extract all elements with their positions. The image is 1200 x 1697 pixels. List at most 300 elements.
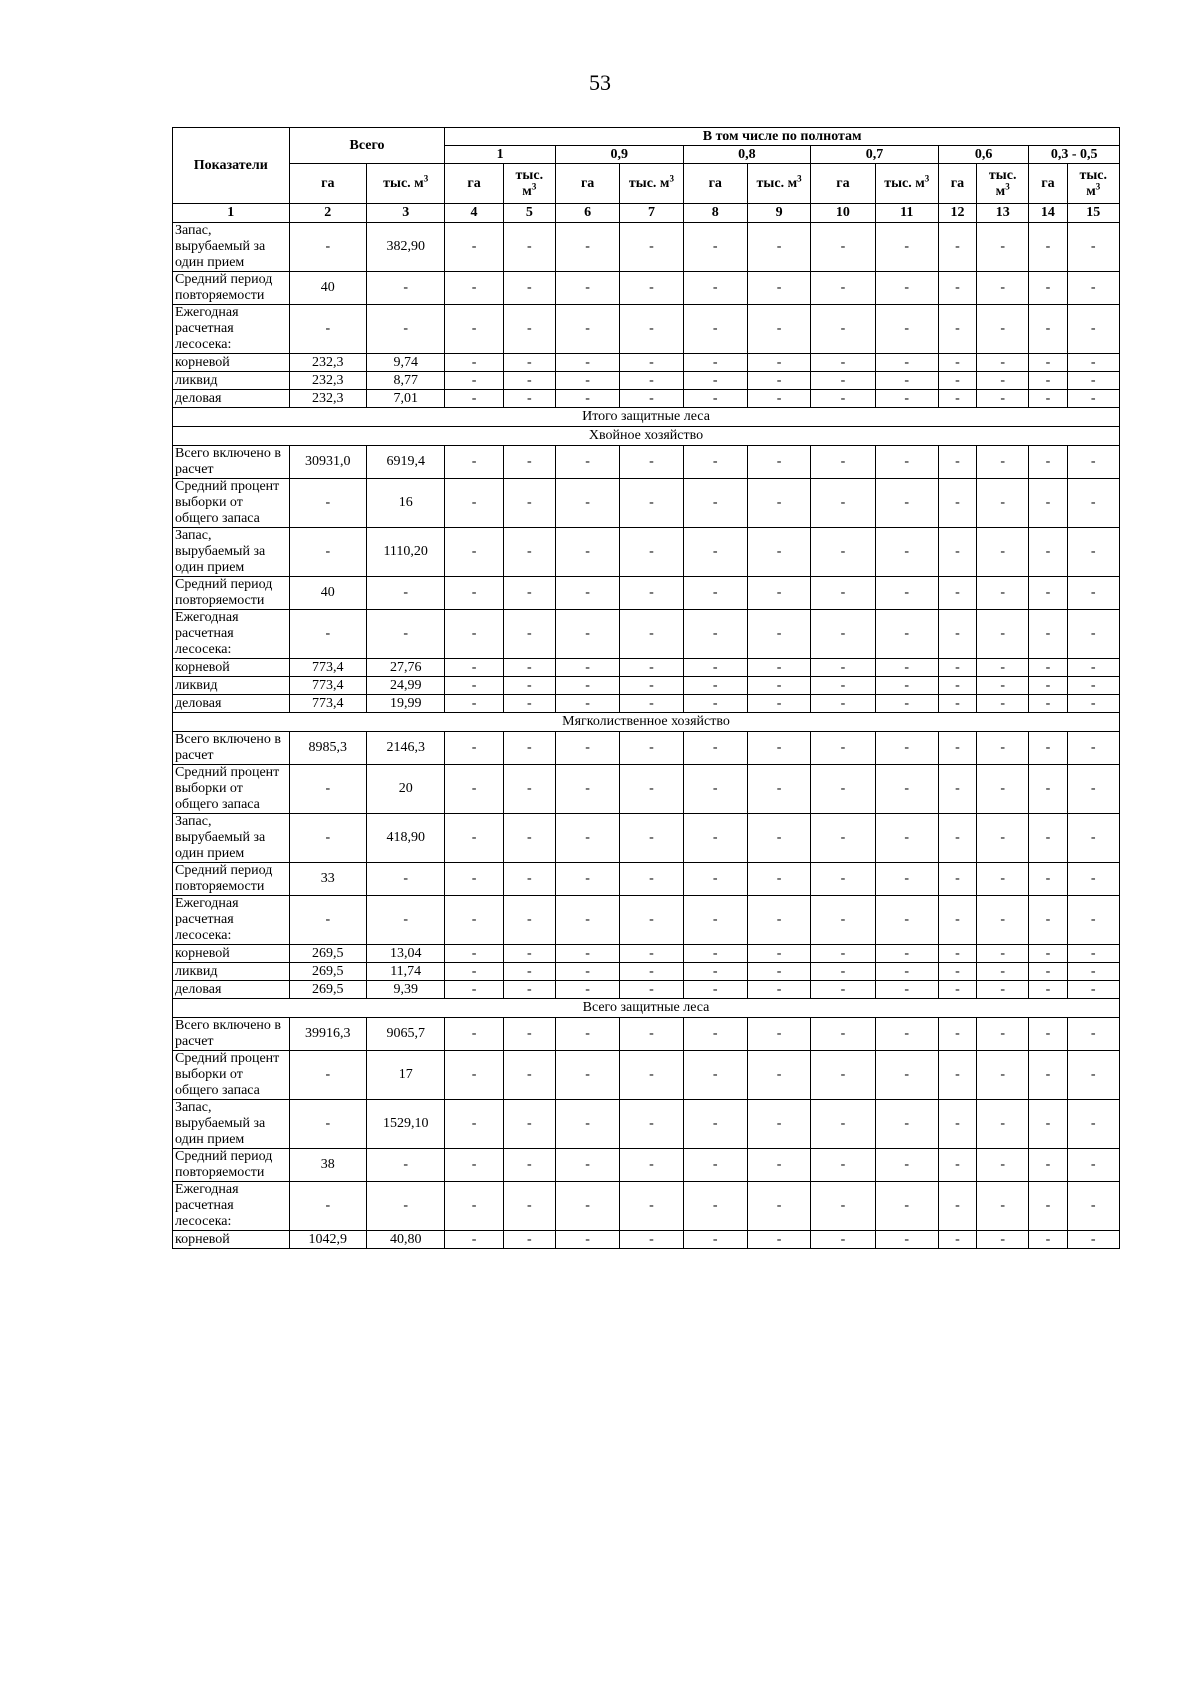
section-title: Итого защитные леса: [173, 408, 1120, 427]
unit-thousand: тыс.: [515, 167, 544, 183]
cell-density-value: -: [445, 528, 503, 577]
cell-density-value: -: [445, 372, 503, 390]
cell-total-ha: -: [289, 765, 366, 814]
cell-density-value: -: [747, 1018, 810, 1051]
cell-density-value: -: [1067, 677, 1119, 695]
cell-density-value: -: [747, 695, 810, 713]
cell-total-m3: -: [366, 896, 444, 945]
cell-density-value: -: [977, 945, 1029, 963]
row-label: деловая: [173, 981, 290, 999]
cell-density-value: -: [977, 272, 1029, 305]
cell-density-value: -: [555, 814, 619, 863]
cell-density-value: -: [747, 765, 810, 814]
cell-density-value: -: [555, 305, 619, 354]
cell-density-value: -: [683, 695, 747, 713]
unit-superscript: 3: [1095, 180, 1101, 191]
cell-density-value: -: [747, 1182, 810, 1231]
cell-total-m3: -: [366, 610, 444, 659]
cell-density-value: -: [503, 963, 555, 981]
cell-density-value: -: [875, 223, 938, 272]
table-row: [173, 814, 1120, 863]
cell-total-ha: -: [289, 479, 366, 528]
cell-density-value: -: [555, 223, 619, 272]
cell-total-m3: 20: [366, 765, 444, 814]
cell-density-value: -: [503, 610, 555, 659]
cell-density-value: -: [683, 223, 747, 272]
cell-density-value: -: [811, 1018, 875, 1051]
row-label: Ежегодная расчетная лесосека:: [173, 610, 290, 659]
cell-density-value: -: [620, 305, 683, 354]
table-row: [173, 390, 1120, 408]
cell-density-value: -: [977, 305, 1029, 354]
cell-density-value: -: [1067, 814, 1119, 863]
cell-total-m3: 13,04: [366, 945, 444, 963]
cell-density-value: -: [683, 863, 747, 896]
unit-thousand-m3: [1067, 164, 1119, 204]
cell-density-value: -: [620, 765, 683, 814]
cell-density-value: -: [503, 1018, 555, 1051]
table-row: [173, 863, 1120, 896]
cell-total-ha: -: [289, 223, 366, 272]
cell-total-m3: 9,74: [366, 354, 444, 372]
cell-total-ha: -: [289, 305, 366, 354]
cell-total-ha: -: [289, 1182, 366, 1231]
cell-density-value: -: [555, 390, 619, 408]
section-title: Мягколиственное хозяйство: [173, 713, 1120, 732]
cell-density-value: -: [811, 479, 875, 528]
cell-density-value: -: [445, 659, 503, 677]
cell-density-value: -: [445, 223, 503, 272]
cell-density-value: -: [747, 981, 810, 999]
cell-density-value: -: [620, 372, 683, 390]
cell-density-value: -: [875, 863, 938, 896]
column-number-1: 1: [173, 204, 290, 223]
row-label: Средний процент выборки от общего запаса: [173, 1051, 290, 1100]
cell-density-value: -: [747, 677, 810, 695]
cell-density-value: -: [1067, 863, 1119, 896]
table-row: [173, 1182, 1120, 1231]
cell-density-value: -: [875, 814, 938, 863]
cell-density-value: -: [977, 963, 1029, 981]
cell-density-value: -: [620, 1149, 683, 1182]
cell-density-value: -: [620, 390, 683, 408]
cell-total-ha: -: [289, 610, 366, 659]
cell-density-value: -: [503, 677, 555, 695]
cell-density-value: -: [503, 390, 555, 408]
cell-density-value: -: [683, 272, 747, 305]
cell-density-value: -: [811, 390, 875, 408]
cell-density-value: -: [811, 659, 875, 677]
row-label: Всего включено в расчет: [173, 1018, 290, 1051]
cell-density-value: -: [1067, 765, 1119, 814]
cell-density-value: -: [938, 305, 976, 354]
cell-density-value: -: [445, 896, 503, 945]
column-number-11: 11: [875, 204, 938, 223]
unit-ha: га: [683, 164, 747, 204]
cell-density-value: -: [445, 963, 503, 981]
cell-total-m3: 19,99: [366, 695, 444, 713]
cell-density-value: -: [811, 1100, 875, 1149]
cell-total-ha: -: [289, 1100, 366, 1149]
cell-density-value: -: [555, 981, 619, 999]
column-number-8: 8: [683, 204, 747, 223]
cell-density-value: -: [977, 610, 1029, 659]
cell-density-value: -: [1067, 659, 1119, 677]
row-label: ликвид: [173, 963, 290, 981]
cell-density-value: -: [620, 1182, 683, 1231]
cell-density-value: -: [875, 896, 938, 945]
cell-total-m3: 382,90: [366, 223, 444, 272]
section-row: [173, 713, 1120, 732]
cell-density-value: -: [977, 390, 1029, 408]
table-row: [173, 272, 1120, 305]
cell-density-value: -: [811, 695, 875, 713]
cell-density-value: -: [1029, 863, 1067, 896]
unit-thousand-m3: [503, 164, 555, 204]
cell-density-value: -: [503, 372, 555, 390]
cell-density-value: -: [1029, 732, 1067, 765]
cell-density-value: -: [683, 446, 747, 479]
cell-density-value: -: [620, 814, 683, 863]
cell-density-value: -: [875, 446, 938, 479]
cell-density-value: -: [503, 223, 555, 272]
cell-density-value: -: [503, 1231, 555, 1249]
cell-density-value: -: [503, 732, 555, 765]
cell-density-value: -: [875, 528, 938, 577]
cell-density-value: -: [620, 677, 683, 695]
unit-ha: га: [445, 164, 503, 204]
cell-density-value: -: [1029, 1051, 1067, 1100]
cell-density-value: -: [938, 945, 976, 963]
cell-density-value: -: [938, 1051, 976, 1100]
row-label: Запас, вырубаемый за один прием: [173, 814, 290, 863]
cell-density-value: -: [683, 1231, 747, 1249]
cell-density-value: -: [503, 1149, 555, 1182]
cell-density-value: -: [503, 981, 555, 999]
cell-density-value: -: [938, 446, 976, 479]
cell-density-value: -: [445, 765, 503, 814]
cell-density-value: -: [747, 1149, 810, 1182]
row-label: Запас, вырубаемый за один прием: [173, 528, 290, 577]
cell-density-value: -: [620, 354, 683, 372]
cell-density-value: -: [445, 732, 503, 765]
cell-density-value: -: [620, 863, 683, 896]
column-number-5: 5: [503, 204, 555, 223]
cell-density-value: -: [811, 610, 875, 659]
cell-total-ha: -: [289, 896, 366, 945]
cell-total-m3: -: [366, 305, 444, 354]
cell-density-value: -: [445, 1149, 503, 1182]
cell-density-value: -: [811, 528, 875, 577]
cell-density-value: -: [875, 963, 938, 981]
cell-density-value: -: [445, 577, 503, 610]
cell-density-value: -: [1029, 1018, 1067, 1051]
cell-density-value: -: [620, 945, 683, 963]
cell-total-m3: 418,90: [366, 814, 444, 863]
cell-density-value: -: [875, 272, 938, 305]
cell-density-value: -: [620, 610, 683, 659]
column-number-12: 12: [938, 204, 976, 223]
section-title: Хвойное хозяйство: [173, 427, 1120, 446]
cell-density-value: -: [445, 945, 503, 963]
cell-density-value: -: [875, 1149, 938, 1182]
cell-density-value: -: [811, 354, 875, 372]
cell-density-value: -: [977, 577, 1029, 610]
cell-density-value: -: [811, 305, 875, 354]
column-number-15: 15: [1067, 204, 1119, 223]
cell-density-value: -: [938, 1100, 976, 1149]
cell-density-value: -: [445, 446, 503, 479]
row-label: Средний период повторяемости: [173, 577, 290, 610]
cell-density-value: -: [938, 765, 976, 814]
cell-total-ha: 232,3: [289, 390, 366, 408]
table-row: [173, 354, 1120, 372]
cell-density-value: -: [620, 732, 683, 765]
cell-density-value: -: [1029, 372, 1067, 390]
cell-total-ha: 40: [289, 577, 366, 610]
unit-m: м: [1086, 183, 1096, 199]
unit-superscript: 3: [669, 172, 674, 183]
cell-density-value: -: [555, 765, 619, 814]
cell-density-value: -: [445, 354, 503, 372]
column-number-14: 14: [1029, 204, 1067, 223]
cell-density-value: -: [977, 863, 1029, 896]
row-label: Всего включено в расчет: [173, 446, 290, 479]
cell-density-value: -: [503, 479, 555, 528]
cell-density-value: -: [811, 1182, 875, 1231]
cell-density-value: -: [977, 1018, 1029, 1051]
cell-density-value: -: [1029, 695, 1067, 713]
cell-density-value: -: [977, 1149, 1029, 1182]
row-label: Средний процент выборки от общего запаса: [173, 765, 290, 814]
cell-density-value: -: [875, 1231, 938, 1249]
cell-density-value: -: [683, 732, 747, 765]
unit-thousand-m3: тыс. $м^3$: [747, 164, 810, 204]
cell-density-value: -: [445, 695, 503, 713]
row-label: деловая: [173, 390, 290, 408]
cell-total-m3: 24,99: [366, 677, 444, 695]
row-label: Ежегодная расчетная лесосека:: [173, 305, 290, 354]
cell-density-value: -: [938, 223, 976, 272]
cell-density-value: -: [503, 814, 555, 863]
cell-density-value: -: [683, 390, 747, 408]
cell-density-value: -: [683, 981, 747, 999]
cell-density-value: -: [938, 981, 976, 999]
cell-density-value: -: [620, 1018, 683, 1051]
cell-density-value: -: [555, 446, 619, 479]
cell-density-value: -: [977, 1051, 1029, 1100]
table-row: [173, 765, 1120, 814]
cell-density-value: -: [1067, 1018, 1119, 1051]
cell-density-value: -: [1067, 1182, 1119, 1231]
cell-density-value: -: [977, 765, 1029, 814]
row-label: Средний процент выборки от общего запаса: [173, 479, 290, 528]
cell-density-value: -: [445, 981, 503, 999]
cell-density-value: -: [1067, 446, 1119, 479]
cell-density-value: -: [938, 354, 976, 372]
cell-density-value: -: [1029, 814, 1067, 863]
cell-density-value: -: [503, 765, 555, 814]
cell-density-value: -: [977, 1100, 1029, 1149]
cell-density-value: -: [555, 354, 619, 372]
cell-density-value: -: [875, 390, 938, 408]
cell-density-value: -: [1029, 354, 1067, 372]
cell-density-value: -: [747, 1231, 810, 1249]
cell-density-value: -: [555, 1231, 619, 1249]
cell-density-value: -: [620, 1231, 683, 1249]
row-label: Запас, вырубаемый за один прием: [173, 223, 290, 272]
cell-density-value: -: [1067, 272, 1119, 305]
cell-density-value: -: [811, 963, 875, 981]
cell-total-ha: 33: [289, 863, 366, 896]
cell-density-value: -: [1029, 677, 1067, 695]
cell-density-value: -: [445, 479, 503, 528]
cell-density-value: -: [875, 732, 938, 765]
cell-density-value: -: [747, 863, 810, 896]
cell-density-value: -: [1067, 223, 1119, 272]
cell-density-value: -: [875, 372, 938, 390]
cell-density-value: -: [555, 732, 619, 765]
cell-density-value: -: [938, 677, 976, 695]
cell-density-value: -: [875, 1051, 938, 1100]
column-number-9: 9: [747, 204, 810, 223]
cell-density-value: -: [620, 1100, 683, 1149]
unit-ha: га: [811, 164, 875, 204]
page-number: 53: [589, 70, 611, 95]
cell-density-value: -: [555, 1182, 619, 1231]
cell-density-value: -: [1067, 577, 1119, 610]
cell-density-value: -: [938, 863, 976, 896]
cell-density-value: -: [938, 732, 976, 765]
row-label: Запас, вырубаемый за один прием: [173, 1100, 290, 1149]
cell-density-value: -: [875, 1100, 938, 1149]
cell-density-value: -: [747, 305, 810, 354]
cell-density-value: -: [620, 223, 683, 272]
cell-density-value: -: [811, 223, 875, 272]
table-row: [173, 677, 1120, 695]
cell-density-value: -: [747, 390, 810, 408]
cell-density-value: -: [555, 1149, 619, 1182]
column-number-10: 10: [811, 204, 875, 223]
cell-density-value: -: [445, 305, 503, 354]
row-label: деловая: [173, 695, 290, 713]
cell-density-value: -: [1029, 963, 1067, 981]
cell-density-value: -: [445, 863, 503, 896]
cell-density-value: -: [1067, 372, 1119, 390]
cell-density-value: -: [747, 610, 810, 659]
cell-density-value: -: [938, 577, 976, 610]
density-header-4: 0,6: [938, 146, 1028, 164]
cell-density-value: -: [620, 479, 683, 528]
cell-density-value: -: [683, 677, 747, 695]
table-row: [173, 305, 1120, 354]
cell-density-value: -: [555, 695, 619, 713]
unit-thousand-m3: тыс. $м^3$: [875, 164, 938, 204]
cell-density-value: -: [503, 1100, 555, 1149]
cell-density-value: -: [620, 528, 683, 577]
cell-density-value: -: [747, 528, 810, 577]
cell-total-ha: 269,5: [289, 945, 366, 963]
table-row: [173, 610, 1120, 659]
unit-thousand-m3: тыс. $м^3$: [366, 164, 444, 204]
cell-density-value: -: [747, 963, 810, 981]
cell-total-ha: 773,4: [289, 659, 366, 677]
cell-density-value: -: [503, 1182, 555, 1231]
cell-density-value: -: [875, 354, 938, 372]
cell-total-ha: 1042,9: [289, 1231, 366, 1249]
cell-density-value: -: [620, 272, 683, 305]
unit-ha: га: [938, 164, 976, 204]
section-row: [173, 427, 1120, 446]
unit-superscript: 3: [531, 180, 537, 191]
cell-density-value: -: [503, 1051, 555, 1100]
cell-density-value: -: [503, 577, 555, 610]
cell-density-value: -: [620, 577, 683, 610]
section-row: [173, 999, 1120, 1018]
cell-density-value: -: [1029, 896, 1067, 945]
cell-density-value: -: [938, 1018, 976, 1051]
cell-density-value: -: [811, 981, 875, 999]
cell-density-value: -: [875, 695, 938, 713]
cell-density-value: -: [938, 528, 976, 577]
column-number-4: 4: [445, 204, 503, 223]
cell-density-value: -: [1067, 390, 1119, 408]
cell-density-value: -: [747, 272, 810, 305]
cell-density-value: -: [747, 896, 810, 945]
density-header-0: 1: [445, 146, 556, 164]
cell-density-value: -: [1067, 305, 1119, 354]
cell-density-value: -: [683, 896, 747, 945]
cell-density-value: -: [683, 1100, 747, 1149]
table-row: [173, 372, 1120, 390]
cell-total-ha: 773,4: [289, 695, 366, 713]
cell-total-ha: 40: [289, 272, 366, 305]
cell-density-value: -: [811, 1231, 875, 1249]
cell-total-ha: 8985,3: [289, 732, 366, 765]
cell-total-m3: 9065,7: [366, 1018, 444, 1051]
table-row: [173, 1231, 1120, 1249]
cell-density-value: -: [938, 272, 976, 305]
cell-density-value: -: [811, 732, 875, 765]
cell-density-value: -: [1067, 1149, 1119, 1182]
table-row: [173, 963, 1120, 981]
table-row: [173, 945, 1120, 963]
cell-density-value: -: [875, 305, 938, 354]
cell-total-m3: -: [366, 1182, 444, 1231]
cell-density-value: -: [977, 223, 1029, 272]
cell-density-value: -: [977, 372, 1029, 390]
cell-density-value: -: [445, 390, 503, 408]
unit-thousand-m3: тыс. $м^3$: [620, 164, 683, 204]
cell-total-m3: 1110,20: [366, 528, 444, 577]
cell-density-value: -: [503, 272, 555, 305]
unit-ha: га: [1029, 164, 1067, 204]
cell-total-m3: 8,77: [366, 372, 444, 390]
cell-density-value: -: [977, 446, 1029, 479]
cell-density-value: -: [683, 1182, 747, 1231]
cell-density-value: -: [683, 1149, 747, 1182]
cell-density-value: -: [1067, 1100, 1119, 1149]
row-label: корневой: [173, 945, 290, 963]
cell-density-value: -: [1029, 945, 1067, 963]
cell-total-m3: -: [366, 577, 444, 610]
cell-total-m3: 1529,10: [366, 1100, 444, 1149]
cell-density-value: -: [977, 528, 1029, 577]
column-number-3: 3: [366, 204, 444, 223]
density-header-2: 0,8: [683, 146, 811, 164]
cell-density-value: -: [445, 1100, 503, 1149]
row-label: ликвид: [173, 372, 290, 390]
